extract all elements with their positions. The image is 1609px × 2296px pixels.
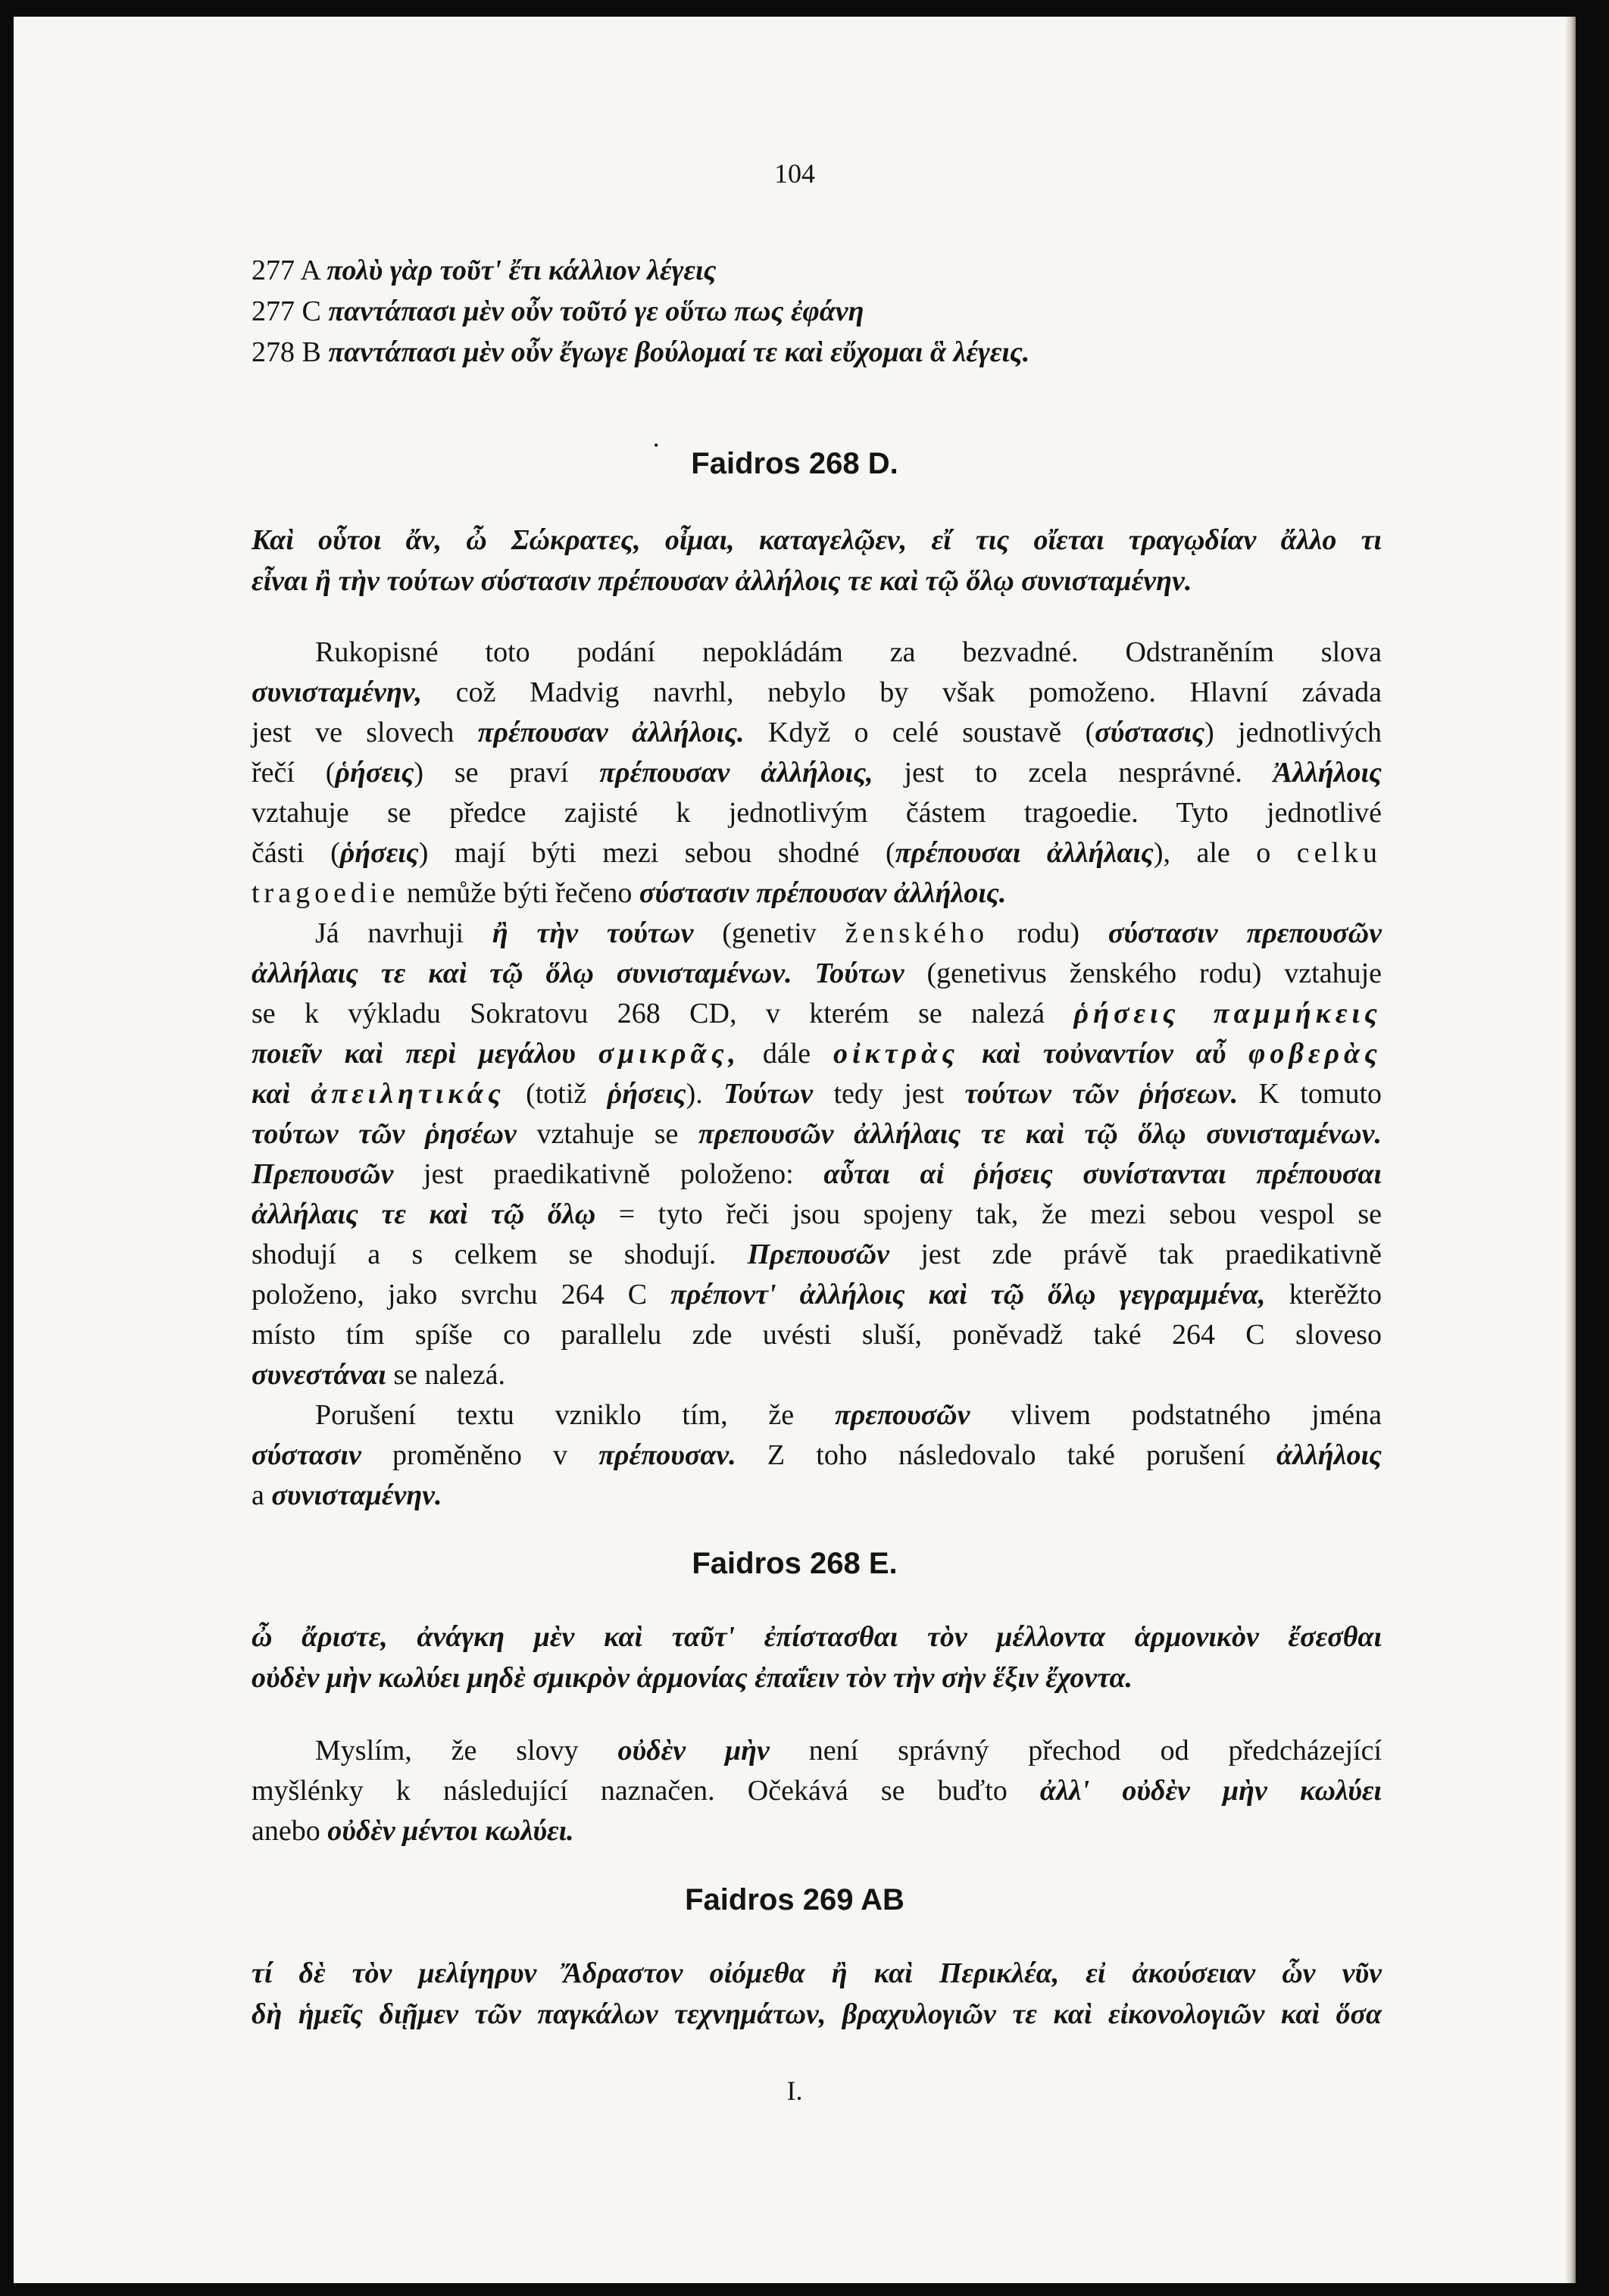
paragraph-line: místo tím spíše co parallelu zde uvésti sluší, poněvadž také 264 C sloveso (252, 1319, 1382, 1351)
section-heading: Faidros 268 E. (692, 1547, 898, 1580)
paragraph-line: části (ῥήσεις) mají býti mezi sebou shodné (πρέπουσαι ἀλλήλαις), ale o celku (252, 837, 1382, 869)
paragraph-line: se k výkladu Sokratovu 268 CD, v kterém se nalezá ῥήσεις παμμήκεις (252, 998, 1382, 1029)
reference-line (252, 253, 716, 288)
paragraph-line: vztahuje se předce zajisté k jednotlivým částem tragoedie. Tyto jednotlivé (252, 797, 1382, 829)
paragraph-line: τούτων τῶν ῥησέων vztahuje se πρεπουσῶν ἀλλήλαις τε καὶ τῷ ὅλῳ συνισταμένων. (252, 1118, 1382, 1150)
paragraph-line: shodují a s celkem se shodují. Πρεπουσῶν jest zde právě tak praedikativně (252, 1239, 1382, 1270)
reference-label: 277 C (252, 295, 321, 327)
greek-quote: παντάπασι μὲν οὖν τοῦτό γε οὕτω πως ἐφάνη (328, 295, 864, 327)
paragraph-line: anebo οὐδὲν μέντοι κωλύει. (252, 1815, 574, 1847)
greek-quote-line: οὐδὲν μὴν κωλύει μηδὲ σμικρὸν ἁρμονίας ἐπαΐειν τὸν τὴν σὴν ἕξιν ἔχοντα. (252, 1662, 1133, 1694)
section-heading: Faidros 269 AB (685, 1883, 904, 1916)
reference-line (252, 335, 1029, 370)
paragraph-line: ἀλλήλαις τε καὶ τῷ ὅλῳ = tyto řeči jsou spojeny tak, že mezi sebou vespol se (252, 1198, 1382, 1230)
signature-mark: I. (786, 2076, 803, 2106)
paragraph-line: ἀλλήλαις τε καὶ τῷ ὅλῳ συνισταμένων. Τούτων (genetivus ženského rodu) vztahuje (252, 957, 1382, 989)
reference-line (252, 294, 864, 329)
paragraph-line: Rukopisné toto podání nepokládám za bezvadné. Odstraněním slova (315, 636, 1382, 668)
greek-quote: πολὺ γὰρ τοῦτ' ἔτι κάλλιον λέγεις (326, 255, 717, 286)
paragraph-line: Πρεπουσῶν jest praedikativně položeno: αὗται αἱ ῥήσεις συνίστανται πρέπουσαι (252, 1158, 1382, 1190)
reference-label: 278 B (252, 336, 321, 368)
greek-quote-line: εἶναι ἢ τὴν τούτων σύστασιν πρέπουσαν ἀλλήλοις τε καὶ τῷ ὅλῳ συνισταμένην. (252, 565, 1192, 597)
page-number: 104 (774, 158, 815, 189)
paragraph-line: tragoedie nemůže býti řečeno σύστασιν πρέπουσαν ἀλλήλοις. (252, 877, 1007, 909)
document-page (14, 17, 1576, 2283)
greek-quote-line: δὴ ἡμεῖς διῇμεν τῶν παγκάλων τεχνημάτων, βραχυλογιῶν τε καὶ εἰκονολογιῶν καὶ ὅσα (252, 1998, 1382, 2030)
paragraph-line: jest ve slovech πρέπουσαν ἀλλήλοις. Když o celé soustavě (σύστασις) jednotlivých (252, 717, 1382, 748)
reference-label: 277 A (252, 255, 320, 286)
paragraph-line: καὶ ἀπειλητικάς (totiž ῥήσεις). Τούτων tedy jest τούτων τῶν ῥήσεων. K tomuto (252, 1078, 1382, 1110)
bullet-mark: • (654, 438, 659, 453)
paragraph-line: συνεστάναι se nalezá. (252, 1359, 506, 1391)
greek-quote: παντάπασι μὲν οὖν ἔγωγε βούλομαί τε καὶ εὔχομαι ἃ λέγεις. (328, 336, 1030, 368)
paragraph-line: Myslím, že slovy οὐδὲν μὴν není správný přechod od předcházející (315, 1735, 1382, 1767)
paragraph-line: συνισταμένην, což Madvig navrhl, nebylo by však pomoženo. Hlavní závada (252, 676, 1382, 708)
greek-quote-line: Καὶ οὗτοι ἄν, ὦ Σώκρατες, οἶμαι, καταγελῷεν, εἴ τις οἴεται τραγῳδίαν ἄλλο τι (252, 524, 1382, 556)
greek-quote-line: ὦ ἄριστε, ἀνάγκη μὲν καὶ ταῦτ' ἐπίστασθαι τὸν μέλλοντα ἁρμονικὸν ἔσεσθαι (252, 1621, 1382, 1653)
paragraph-line: a συνισταμένην. (252, 1479, 442, 1511)
paragraph-line: Já navrhuji ἢ τὴν τούτων (genetiv ženského rodu) σύστασιν πρεπουσῶν (315, 917, 1382, 949)
paragraph-line: Porušení textu vzniklo tím, že πρεπουσῶν vlivem podstatného jména (315, 1399, 1382, 1431)
greek-quote-line: τί δὲ τὸν μελίγηρυν Ἄδραστον οἰόμεθα ἢ καὶ Περικλέα, εἰ ἀκούσειαν ὧν νῦν (252, 1957, 1382, 1989)
paragraph-line: položeno, jako svrchu 264 C πρέποντ' ἀλλήλοις καὶ τῷ ὅλῳ γεγραμμένα, kterěžto (252, 1279, 1382, 1310)
paragraph-line: σύστασιν proměněno v πρέπουσαν. Z toho následovalo také porušení ἀλλήλοις (252, 1439, 1382, 1471)
paragraph-line: ποιεῖν καὶ περὶ μεγάλου σμικρᾶς, dále οἰκτρὰς καὶ τοὐναντίον αὖ φοβερὰς (252, 1038, 1382, 1070)
paragraph-line: myšlénky k následující naznačen. Očekává se buďto ἀλλ' οὐδὲν μὴν κωλύει (252, 1775, 1382, 1807)
section-heading: Faidros 268 D. (691, 447, 898, 480)
page-edge-shadow (1565, 17, 1576, 2283)
paragraph-line: řečí (ῥήσεις) se praví πρέπουσαν ἀλλήλοις, jest to zcela nesprávné. Ἀλλήλοις (252, 757, 1382, 789)
